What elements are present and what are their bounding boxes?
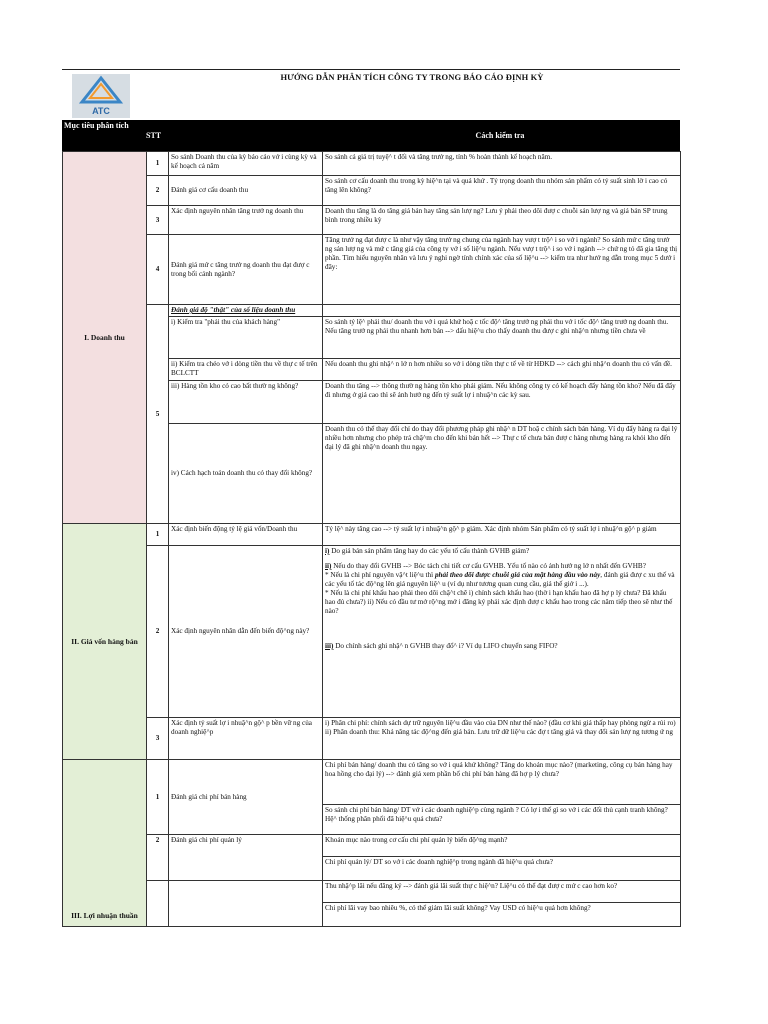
row-check: Tăng trưở ng đạt đượ c là như vậy tăng trưở ng chung của ngành hay vượ t trộ^ i so vớ i ngành? So sánh mứ c tăng trưở ng sản lượ ng và mứ c tăng giá của công ty vớ i số liệ^u ngành. Nếu vượ t trộ^ i so vớ i ngành --> chứ ng tỏ đã gia tăng thị phần. Tìm hiểu nguyên nhân và lưu ý nghi ngờ tính chính xác của số liệ^u --> kiểm tra như hướ ng dẫn trong mục 5 dướ i đây: <box>323 235 681 305</box>
row-check: Doanh thu tăng --> thông thườ ng hàng tồn kho phải giảm. Nếu không công ty có kế hoạch đẩy hàng tồn kho? Nếu đã đẩy đi nhưng ở giá cao thì sẽ ảnh hưở ng đến tỷ suất lợ i nhuậ^n các kỳ sau. <box>323 381 681 424</box>
report-header <box>62 69 680 120</box>
row-check: Chi phí quản lý/ DT so vớ i các doanh nghiệ^p trong ngành đã hiệ^u quả chưa? <box>323 857 681 881</box>
row-check: Tỷ lệ^ này tăng cao --> tỷ suất lợ i nhuậ^n gộ^ p giảm. Xác định nhóm Sản phẩm có tỷ suất lợ i nhuậ^n gộ^ p giảm <box>323 524 681 546</box>
table-row <box>63 546 681 718</box>
row-item: Đánh giá chi phí quản lý <box>169 835 323 881</box>
row-item: Xác định nguyên nhân tăng trưở ng doanh thu <box>169 206 323 235</box>
table-row <box>63 305 681 317</box>
row-check-block <box>323 546 681 718</box>
row-stt: 2 <box>147 835 169 881</box>
check-para: * Nếu là chi phí khấu hao phải theo dõi chặ^t chẽ i) chính sách khấu hao (thờ i hạn khấu hao đã hợ p lý chưa? Đã khấu hao đủ chưa?) ii) Nếu có đầu tư mở rộ^ng mớ i đăng ký phải xác định đượ c khấu hao trong các năm tiếp theo sẽ như thế nào? <box>325 589 673 615</box>
row-item: iv) Cách hạch toán doanh thu có thay đổi không? <box>169 424 323 524</box>
atc-logo-icon <box>72 74 130 118</box>
row-check: So sánh tỷ lệ^ phải thu/ doanh thu vớ i quá khứ hoặ c tốc độ^ tăng trưở ng phải thu vớ i tốc độ^ tăng trưở ng doanh thu. Nếu tăng trưở ng phải thu nhanh hơn bán --> dấu hiệ^u cho thấy doanh thu đượ c ghi nhậ^n nhưng tiền chưa về <box>323 317 681 359</box>
col-method: Cách kiểm tra <box>475 131 525 140</box>
company-logo <box>72 74 130 118</box>
row-stt: 3 <box>147 718 169 760</box>
column-header-bar <box>62 120 680 151</box>
row-check: Chi phí lãi vay bao nhiêu %, có thể giảm lãi suất không? Vay USD có hiệ^u quả hơn không? <box>323 903 681 927</box>
col-stt: STT <box>146 131 162 140</box>
row-item: Xác định tỷ suất lợ i nhuậ^n gộ^ p bền vữ ng của doanh nghiệ^p <box>169 718 323 760</box>
row-item: So sánh Doanh thu của kỳ báo cáo vớ i cùng kỳ và kế hoạch cả năm <box>169 152 323 176</box>
row-check: So sánh cả giá trị tuyệ^ t đối và tăng trưở ng, tính % hoàn thành kế hoạch năm. <box>323 152 681 176</box>
row-check: Doanh thu tăng là do tăng giá bán hay tăng sản lượ ng? Lưu ý phải theo dõi đượ c chuỗi sản lượ ng và giá bán SP trung bình trong nhiều kỳ <box>323 206 681 235</box>
row-check: Khoản mục nào trong cơ cấu chi phí quản lý biến độ^ng mạnh? <box>323 835 681 857</box>
row-stt-empty <box>147 881 169 927</box>
table-row <box>63 881 681 903</box>
row-stt: 3 <box>147 206 169 235</box>
row-item: ii) Kiểm tra chéo vớ i dòng tiền thu về thự c tế trên BCLCTT <box>169 359 323 381</box>
row-stt: 1 <box>147 152 169 176</box>
check-para: ii) Nếu do thay đổi GVHB --> Bóc tách chi tiết cơ cấu GVHB. Yếu tố nào có ảnh hưở ng lớ n nhất đến GVHB? <box>325 562 646 570</box>
logo-text: ATC <box>92 106 110 116</box>
row-check: So sánh cơ cấu doanh thu trong kỳ hiệ^n tại và quá khứ . Tỷ trọng doanh thu nhóm sản phẩm có tỷ suất sinh lờ i cao có tăng lên không? <box>323 176 681 206</box>
row-item: Xác định biến động tỷ lệ giá vốn/Doanh thu <box>169 524 323 546</box>
row-item: Đánh giá chi phí bán hàng <box>169 760 323 835</box>
section-profit: III. Lợi nhuận thuần <box>63 760 147 927</box>
row-check: Chi phí bán hàng/ doanh thu có tăng so vớ i quá khứ không? Tăng do khoản mục nào? (marketing, công cụ bán hàng hay hoa hồng cho đại lý) --> đánh giá xem phần bổ chi phí bán hàng đã hợ p lý chưa? <box>323 760 681 805</box>
row-stt: 4 <box>147 235 169 305</box>
row-item: Đánh giá mứ c tăng trưở ng doanh thu đạt đượ c trong bối cảnh ngành? <box>169 235 323 305</box>
section-cogs: II. Giá vốn hàng bán <box>63 524 147 760</box>
table-row <box>63 176 681 206</box>
table-row <box>63 235 681 305</box>
table-row <box>63 152 681 176</box>
table-row <box>63 835 681 857</box>
row-stt: 5 <box>147 305 169 524</box>
row-check-block: i) Phân chi phí: chính sách dự trữ nguyên liệ^u đầu vào của DN như thế nào? (đầu cơ khi giá thấp hay phòng ngừ a rủi ro) ii) Phân doanh thu: Khả năng tác độ^ng đến giá bán. Lưu trữ dữ liệ^u các đợ t tăng giá và thay đổi sản lượ ng tương ứ ng <box>323 718 681 760</box>
row-check: Thu nhậ^p lãi nếu đăng ký --> đánh giá lãi suất thự c hiệ^n? Liệ^u có thể đạt đượ c mứ c cao hơn ko? <box>323 881 681 903</box>
check-para: i) Do giá bán sản phẩm tăng hay do các yếu tố cấu thành GVHB giảm? <box>325 547 530 555</box>
row-item: Đánh giá cơ cấu doanh thu <box>169 176 323 206</box>
section-revenue: I. Doanh thu <box>63 152 147 524</box>
row-item-empty <box>169 881 323 927</box>
row-item: iii) Hàng tồn kho có cao bất thườ ng không? <box>169 381 323 424</box>
check-para: * Nếu là chi phí nguyên vậ^t liệ^u thì phải theo dõi được chuỗi giá của mặt hàng đầu vào này, đánh giá đượ c xu thế và các yếu tố tác độ^ng lên giá nguyên liệ^ u (ví dụ như tương quan cung cầu, giá thế giớ i ...). <box>325 571 675 588</box>
row-item: i) Kiểm tra "phải thu của khách hàng" <box>169 317 323 359</box>
row-check: So sánh chi phí bán hàng/ DT vớ i các doanh nghiệ^p cùng ngành ? Có lợ i thế gì so vớ i các đối thủ cạnh tranh không? Hệ^ thống phân phối đã hiệ^u quả chưa? <box>323 805 681 835</box>
table-row <box>63 206 681 235</box>
row-stt: 2 <box>147 176 169 206</box>
col-objective: Mục tiêu phân tích <box>64 121 129 130</box>
row-check-empty <box>323 305 681 317</box>
table-row <box>63 524 681 546</box>
row-heading: Đánh giá độ "thật" của số liệu doanh thu <box>169 305 323 317</box>
row-item: Xác định nguyên nhân dẫn đến biến độ^ng này? <box>169 546 323 718</box>
page-title: HƯỚNG DẪN PHÂN TÍCH CÔNG TY TRONG BÁO CÁO ĐỊNH KỲ <box>280 72 544 82</box>
check-para: iii) Do chính sách ghi nhậ^ n GVHB thay đổ^ i? Ví dụ LIFO chuyển sang FIFO? <box>325 642 558 650</box>
table-row <box>63 718 681 760</box>
row-stt: 1 <box>147 524 169 546</box>
row-check: Doanh thu có thể thay đổi chỉ do thay đổi phương pháp ghi nhậ^ n DT hoặ c chính sách bán hàng. Ví dụ đẩy hàng ra đại lý nhiều hơn nhưng cho phép trả chậ^m cho đến khi bán hết --> Thự c tế chưa bán đượ c hàng nhưng hàng ra khỏi kho đến đại lý đã ghi nhậ^n doanh thu ngay. <box>323 424 681 524</box>
row-stt: 2 <box>147 546 169 718</box>
row-check: Nếu doanh thu ghi nhậ^ n lớ n hơn nhiều so vớ i dòng tiền thự c tế về từ HĐKD --> cách ghi nhậ^n doanh thu có vấn đề. <box>323 359 681 381</box>
report-sheet <box>62 69 680 931</box>
row-stt: 1 <box>147 760 169 835</box>
analysis-table <box>62 151 681 927</box>
table-row <box>63 760 681 805</box>
